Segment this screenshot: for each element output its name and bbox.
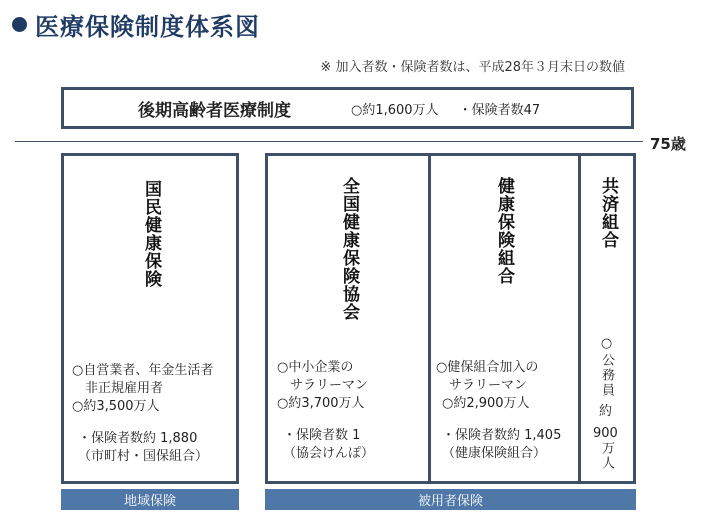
age-divider-line: [15, 141, 643, 142]
kyosai-line3: 900: [593, 426, 618, 441]
kokuho-line1: ○自営業者、年金生活者: [72, 363, 214, 378]
kyosai-line4: 万人: [599, 441, 614, 471]
kenpo-line2: サラリーマン: [449, 378, 528, 393]
band-regional-insurance: 地域保険: [61, 489, 239, 510]
kenpo-cell: [431, 156, 578, 481]
kenpo-line3: ○約2,900万人: [442, 396, 530, 411]
kenpo-name: 健康保険組合: [494, 177, 514, 285]
kyosai-line1: ○公務員: [599, 336, 614, 398]
kokuho-box: [61, 153, 239, 484]
koki-name: 後期高齢者医療制度: [138, 100, 291, 121]
kyokai-name: 全国健康保険協会: [339, 177, 359, 321]
title-bullet-icon: [12, 17, 27, 32]
kyokai-cell: [268, 156, 428, 481]
kyokai-line4: ・保険者数 1: [283, 428, 361, 443]
age-label: 75歳: [650, 135, 686, 153]
kyokai-line5: （協会けんぽ）: [283, 446, 375, 461]
page-title: 医療保険制度体系図: [35, 12, 260, 41]
koki-insurers: ・保険者数47: [458, 102, 541, 118]
kyosai-info-1: [598, 336, 614, 398]
kyosai-cell: [581, 156, 633, 481]
kyosai-info-4: [598, 441, 614, 471]
kokuho-info: [72, 362, 213, 466]
kyosai-name: 共済組合: [598, 177, 618, 249]
kyosai-line2: 約: [599, 404, 613, 419]
kokuho-name: 国民健康保険: [141, 180, 161, 288]
kyokai-info: [277, 359, 374, 463]
kokuho-line5: （市町村・国保組合）: [78, 449, 209, 464]
page-title-group: [12, 6, 260, 42]
kyokai-line1: ○中小企業の: [277, 360, 354, 375]
kyokai-line3: ○約3,700万人: [277, 396, 365, 411]
band-employee-insurance: 被用者保険: [265, 489, 636, 510]
kokuho-line2: 非正規雇用者: [85, 381, 164, 396]
kenpo-info: [436, 359, 561, 463]
kenpo-line5: （健康保険組合）: [442, 446, 547, 461]
koki-count: ○約1,600万人: [351, 102, 439, 118]
kenpo-line1: ○健保組合加入の: [436, 360, 539, 375]
kenpo-line4: ・保険者数約 1,405: [442, 428, 562, 443]
data-note: ※ 加入者数・保険者数は、平成28年３月末日の数値: [320, 60, 625, 75]
kokuho-line4: ・保険者数約 1,880: [78, 431, 198, 446]
kokuho-line3: ○約3,500万人: [72, 399, 160, 414]
kyokai-line2: サラリーマン: [290, 378, 369, 393]
koki-box: [61, 87, 634, 129]
